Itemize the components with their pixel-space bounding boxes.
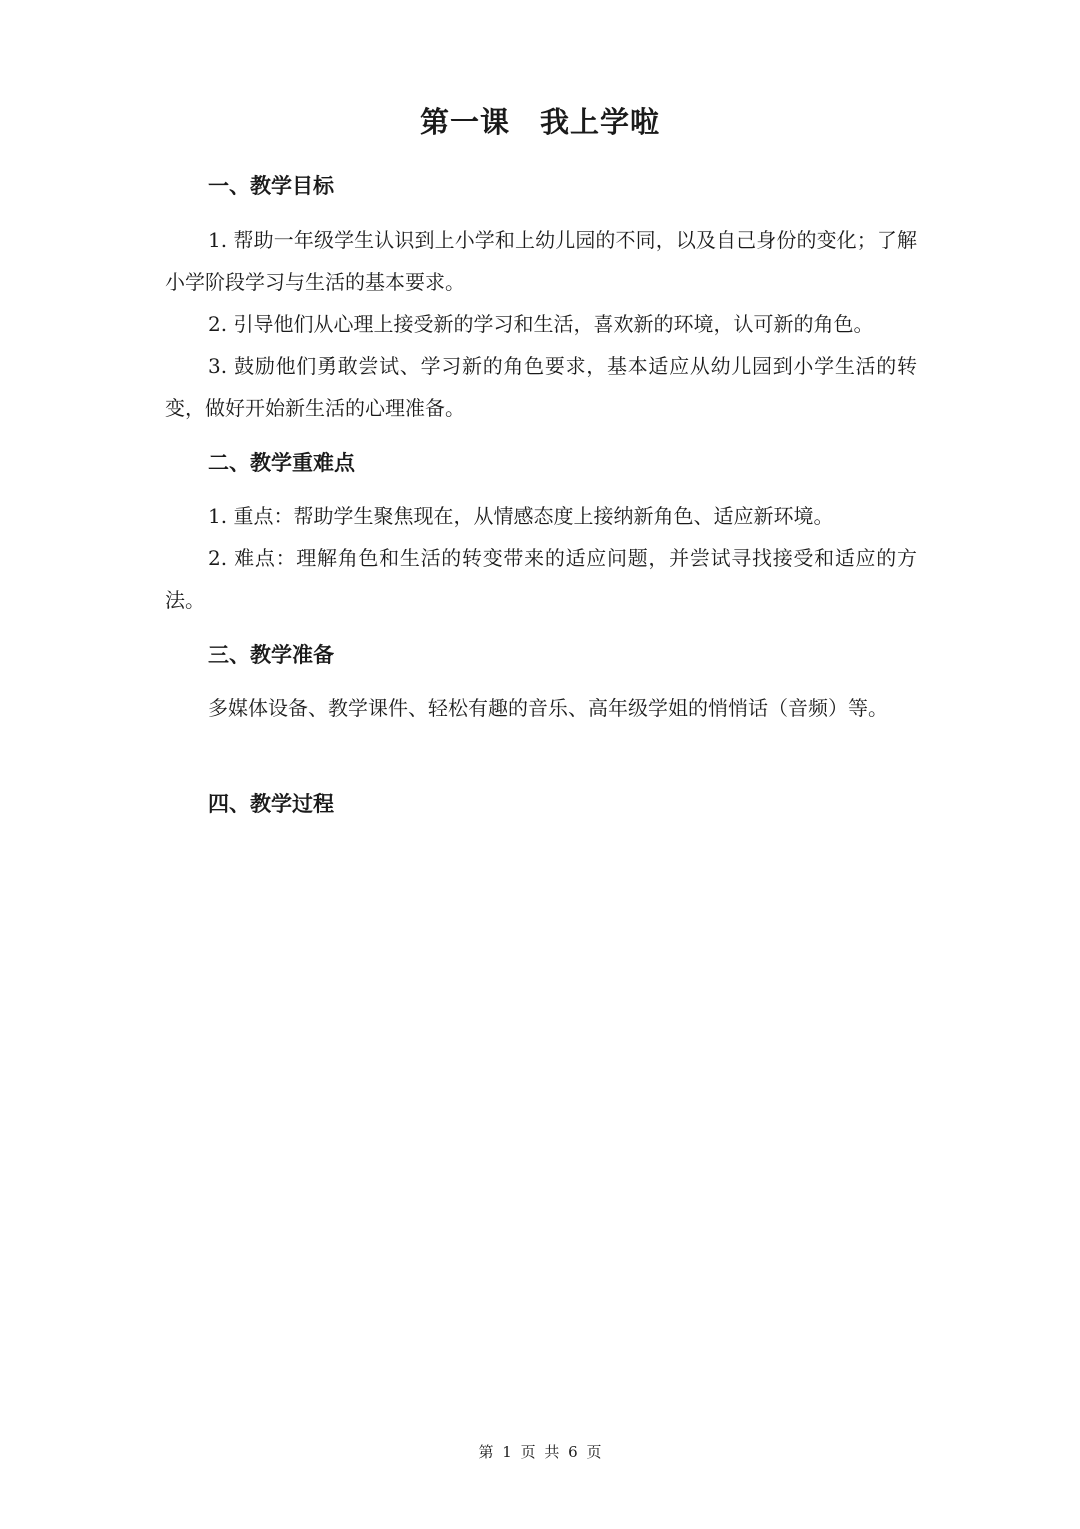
objective-paragraph-2: 2. 引导他们从心理上接受新的学习和生活，喜欢新的环境，认可新的角色。 [208, 312, 874, 336]
objective-paragraph-3: 3. 鼓励他们勇敢尝试、学习新的角色要求，基本适应从幼儿园到小学生活的转变，做好开始新生活的心理准备。 [165, 354, 917, 420]
preparation-paragraph: 多媒体设备、教学课件、轻松有趣的音乐、高年级学姐的悄悄话（音频）等。 [208, 696, 888, 720]
section-heading-key-points: 二、教学重难点 [208, 450, 355, 475]
key-point-paragraph-2: 2. 难点：理解角色和生活的转变带来的适应问题，并尝试寻找接受和适应的方法。 [165, 546, 917, 612]
page-footer: 第 1 页 共 6 页 [478, 1443, 602, 1461]
title-lesson-name: 我上学啦 [540, 105, 661, 139]
title-lesson-number: 第一课 [419, 105, 510, 139]
section-heading-objectives: 一、教学目标 [208, 173, 334, 198]
section-heading-preparation: 三、教学准备 [208, 642, 334, 667]
key-point-paragraph-1: 1. 重点：帮助学生聚焦现在，从情感态度上接纳新角色、适应新环境。 [208, 504, 834, 528]
objective-paragraph-1: 1. 帮助一年级学生认识到上小学和上幼儿园的不同，以及自己身份的变化；了解小学阶段学习与生活的基本要求。 [165, 228, 917, 294]
page-title [0, 100, 1080, 144]
section-heading-process: 四、教学过程 [208, 791, 334, 816]
